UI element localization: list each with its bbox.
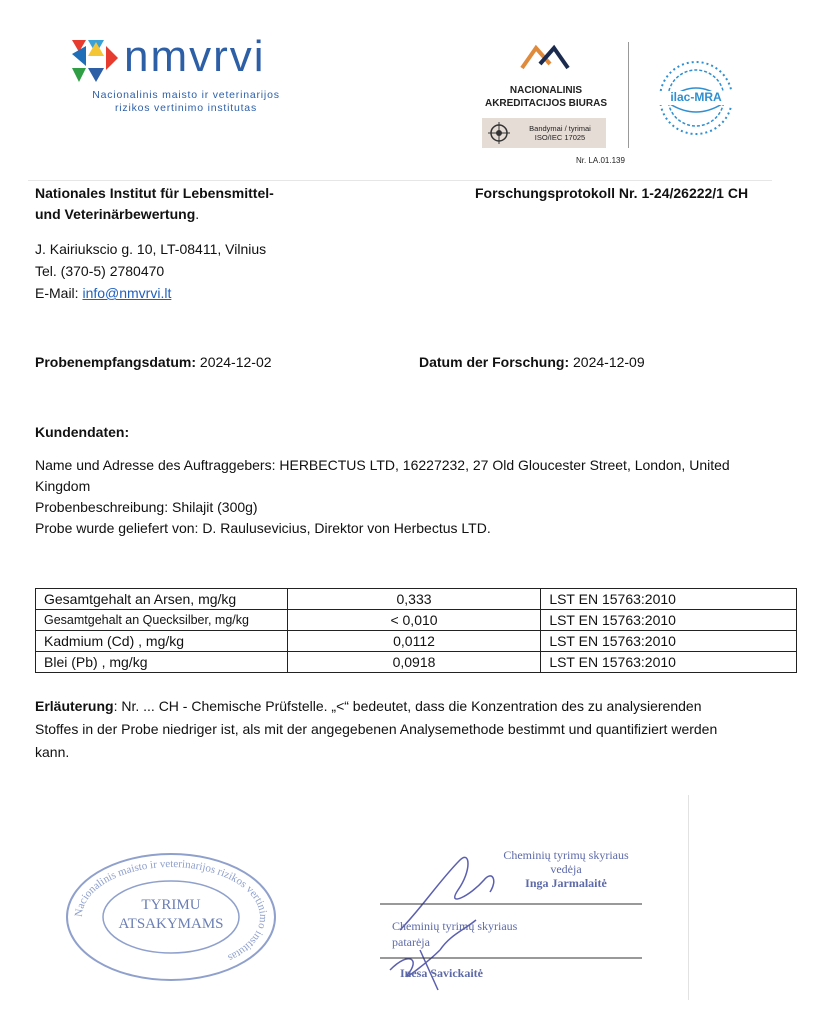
note-label: Erläuterung [35, 698, 114, 714]
client-line2: Kingdom [35, 478, 91, 494]
parameter-cell: Gesamtgehalt an Quecksilber, mg/kg [36, 610, 288, 631]
ilac-mra-logo-icon [655, 58, 737, 138]
stamp-center [64, 896, 278, 934]
value-cell: 0,0112 [287, 631, 541, 652]
note-text1: : Nr. ... CH - Chemische Prüfstelle. „<“ bedeutet, dass die Konzentration des zu analysierenden [113, 698, 702, 714]
research-date-label: Datum der Forschung: [419, 354, 570, 370]
signature2-title [392, 918, 592, 950]
institute-name-line1: Nationales Institut für Lebensmittel- [35, 185, 274, 201]
table-row [36, 610, 797, 631]
sig1-line2: vedėja [550, 862, 582, 876]
badge-line1: Bandymai / tyrimai [529, 124, 591, 133]
method-cell: LST EN 15763:2010 [541, 589, 797, 610]
method-cell: LST EN 15763:2010 [541, 631, 797, 652]
institute-name-text: und Veterinärbewertung [35, 206, 196, 222]
header-divider [628, 42, 629, 148]
sig1-line1: Cheminių tyrimų skyriaus [503, 848, 629, 862]
email-label: E-Mail: [35, 285, 83, 301]
signature1-title [486, 848, 646, 890]
sig2-line2: patarėja [392, 935, 430, 949]
table-row [36, 589, 797, 610]
institute-phone: Tel. (370-5) 2780470 [35, 263, 165, 279]
method-cell: LST EN 15763:2010 [541, 652, 797, 673]
signature-block [380, 840, 650, 1000]
stamp-center-line2: ATSAKYMAMS [118, 916, 224, 932]
accreditation-number: Nr. LA.01.139 [576, 156, 625, 165]
note-line3: kann. [35, 744, 70, 760]
logo-subtitle-line1: Nacionalinis maisto ir veterinarijos [92, 89, 280, 101]
client-line1: Name und Adresse des Auftraggebers: HERBECTUS LTD, 16227232, 27 Old Gloucester Street, London, United [35, 457, 730, 473]
institute-email-line [35, 283, 171, 304]
accreditation-logo-icon [516, 42, 574, 72]
explanation-note [35, 695, 805, 764]
table-row [36, 631, 797, 652]
accreditation-badge [482, 118, 606, 148]
institute-address: J. Kairiukscio g. 10, LT-08411, Vilnius [35, 241, 267, 257]
received-date-label: Probenempfangsdatum: [35, 354, 197, 370]
institute-name-period: . [195, 206, 200, 222]
research-date [419, 352, 645, 373]
official-stamp [64, 850, 278, 984]
note-line2: Stoffes in der Probe niedriger ist, als mit der angegebenen Analysemethode bestimmt und quantifiziert werden [35, 721, 718, 737]
research-date-value: 2024-12-09 [569, 354, 645, 370]
badge-text [516, 124, 604, 142]
accreditation-title [476, 84, 616, 110]
table-row [36, 652, 797, 673]
sig2-line1: Cheminių tyrimų skyriaus [392, 919, 518, 933]
target-icon [488, 122, 510, 144]
client-heading: Kundendaten: [35, 424, 130, 440]
parameter-cell: Gesamtgehalt an Arsen, mg/kg [36, 589, 288, 610]
received-date [35, 352, 272, 373]
parameter-cell: Blei (Pb) , mg/kg [36, 652, 288, 673]
stamp-center-line1: TYRIMU [141, 897, 201, 913]
logo-subtitle [68, 89, 304, 115]
protocol-number: Forschungsprotokoll Nr. 1-24/26222/1 CH [475, 185, 749, 201]
client-details [35, 455, 805, 539]
margin-line [688, 795, 689, 1000]
client-line3: Probenbeschreibung: Shilajit (300g) [35, 499, 258, 515]
ilac-label: ilac-MRA [670, 90, 722, 104]
badge-line2: ISO/IEC 17025 [534, 133, 586, 142]
institute-name-line2 [35, 204, 199, 225]
parameter-cell: Kadmium (Cd) , mg/kg [36, 631, 288, 652]
email-link[interactable]: info@nmvrvi.lt [82, 285, 172, 301]
accreditation-line1: NACIONALINIS [509, 85, 583, 96]
received-date-value: 2024-12-02 [196, 354, 272, 370]
client-line4: Probe wurde geliefert von: D. Raulusevicius, Direktor von Herbectus LTD. [35, 520, 491, 536]
stamp-ring-text: Nacionalinis maisto ir veterinarijos rizikos vertinimo institutas [72, 857, 270, 964]
value-cell: 0,333 [287, 589, 541, 610]
nmvrvi-logo-icon [70, 38, 120, 84]
logo-name: nmvrvi [124, 32, 266, 81]
value-cell: 0,0918 [287, 652, 541, 673]
method-cell: LST EN 15763:2010 [541, 610, 797, 631]
sig1-name: Inga Jarmalaitė [525, 876, 607, 890]
logo-subtitle-line2: rizikos vertinimo institutas [114, 102, 258, 114]
note-line1 [35, 695, 805, 718]
results-table [35, 588, 797, 673]
accreditation-line2: AKREDITACIJOS BIURAS [484, 98, 608, 109]
value-cell: < 0,010 [287, 610, 541, 631]
sig2-name: Inesa Savickaitė [400, 966, 484, 980]
